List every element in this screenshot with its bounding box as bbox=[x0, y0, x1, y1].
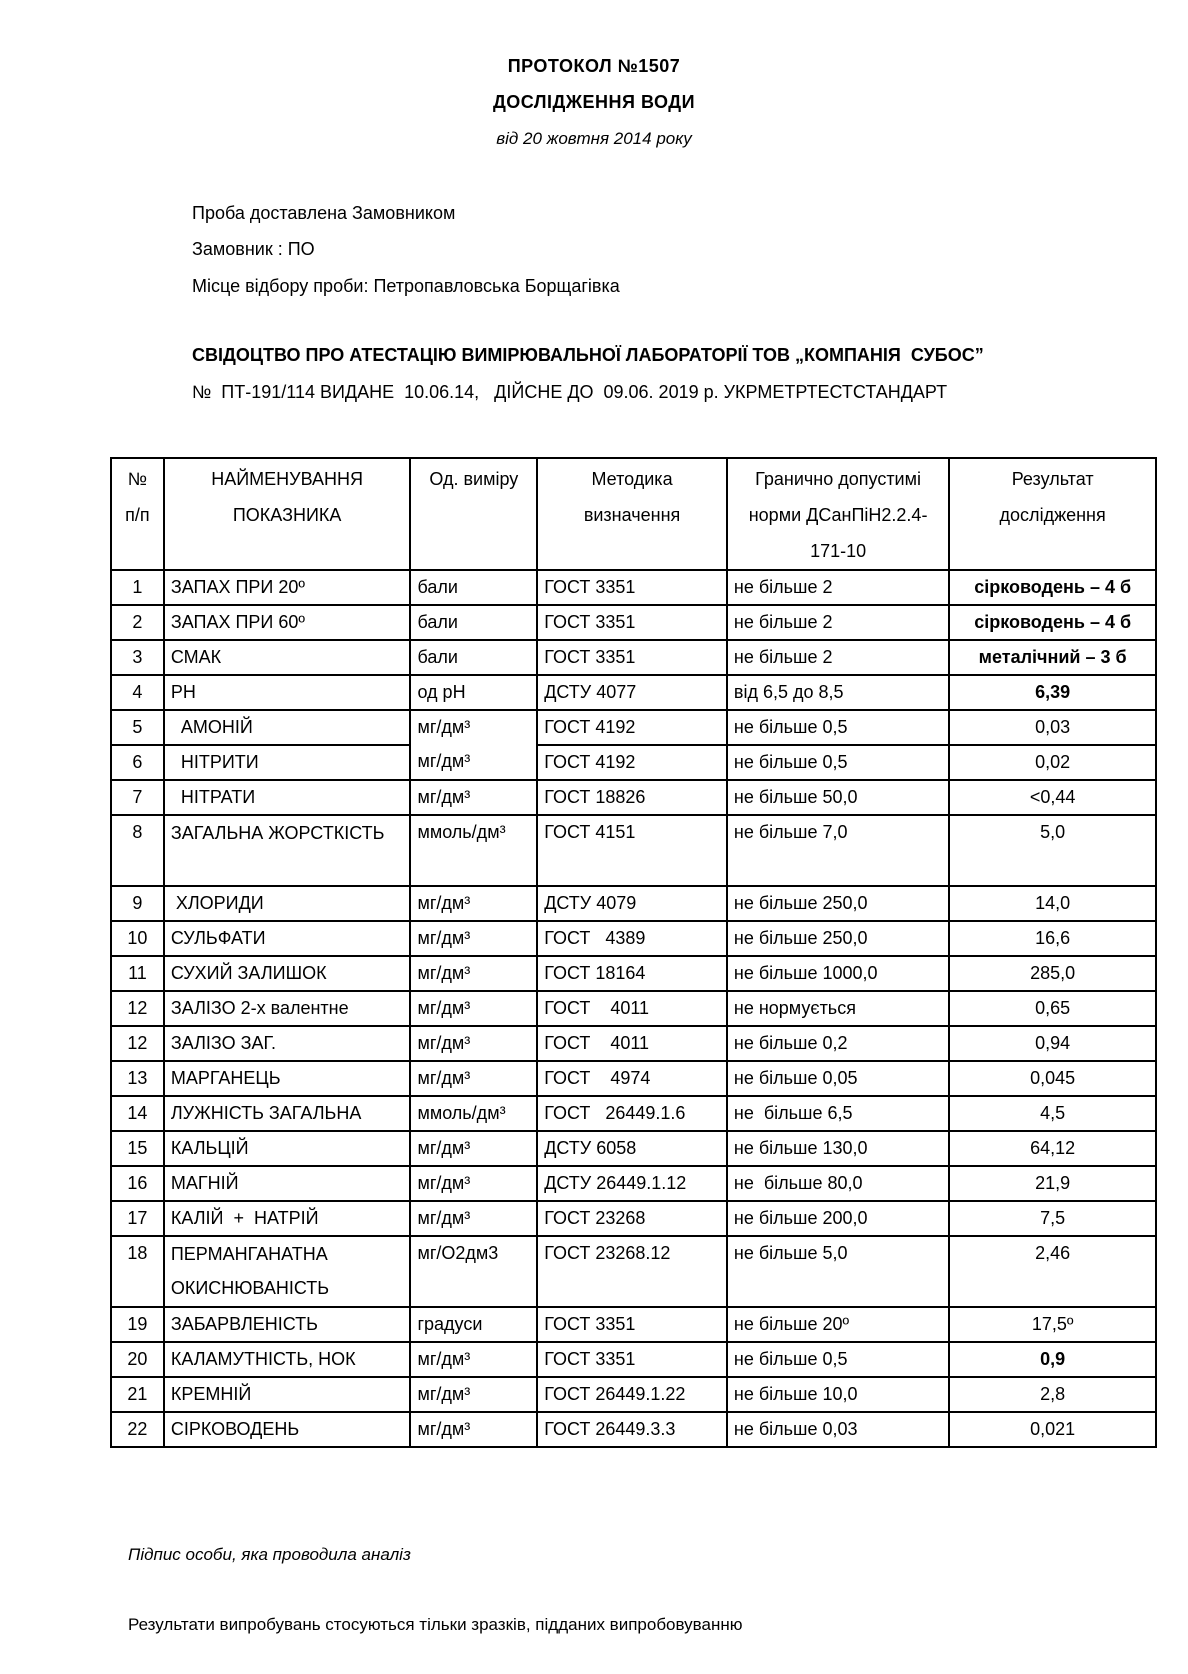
table-row bbox=[111, 886, 1156, 921]
header-norm: Гранично допустимі норми ДСанПіН2.2.4-171-10 bbox=[727, 458, 949, 570]
table-row bbox=[111, 780, 1156, 815]
table-row bbox=[111, 1342, 1156, 1377]
row-name: КАЛІЙ + НАТРІЙ bbox=[164, 1201, 411, 1236]
row-norm: не більше 80,0 bbox=[727, 1166, 949, 1201]
row-method: ГОСТ 3351 bbox=[537, 570, 727, 605]
row-name: ХЛОРИДИ bbox=[164, 886, 411, 921]
row-unit: мг/дм³ bbox=[410, 745, 537, 780]
row-unit: мг/дм³ bbox=[410, 956, 537, 991]
header-result: Результат дослідження bbox=[949, 458, 1156, 570]
table-row bbox=[111, 1307, 1156, 1342]
row-norm: не нормується bbox=[727, 991, 949, 1026]
row-num: 16 bbox=[111, 1166, 164, 1201]
row-num: 8 bbox=[111, 815, 164, 886]
row-method: ГОСТ 3351 bbox=[537, 1342, 727, 1377]
row-result: 0,02 bbox=[949, 745, 1156, 780]
certificate-details: № ПТ-191/114 ВИДАНЕ 10.06.14, ДІЙСНЕ ДО 09.06. 2019 р. УКРМЕТРТЕСТСТАНДАРТ bbox=[192, 382, 948, 402]
info-sampling-place: Місце відбору проби: Петропавловська Борщагівка bbox=[192, 276, 620, 296]
info-customer: Замовник : ПО bbox=[192, 239, 315, 259]
row-norm: не більше 0,5 bbox=[727, 710, 949, 745]
header-num: № п/п bbox=[111, 458, 164, 570]
row-norm: не більше 6,5 bbox=[727, 1096, 949, 1131]
row-method: ДСТУ 4079 bbox=[537, 886, 727, 921]
row-method: ГОСТ 4192 bbox=[537, 710, 727, 745]
row-num: 12 bbox=[111, 1026, 164, 1061]
row-norm: не більше 0,5 bbox=[727, 745, 949, 780]
row-num: 20 bbox=[111, 1342, 164, 1377]
row-name: СУЛЬФАТИ bbox=[164, 921, 411, 956]
row-name: КАЛЬЦІЙ bbox=[164, 1131, 411, 1166]
table-row bbox=[111, 1412, 1156, 1447]
table-row bbox=[111, 1166, 1156, 1201]
row-norm: не більше 1000,0 bbox=[727, 956, 949, 991]
row-unit: мг/дм³ bbox=[410, 1166, 537, 1201]
row-result: 6,39 bbox=[949, 675, 1156, 710]
row-method: ГОСТ 3351 bbox=[537, 640, 727, 675]
protocol-title: ПРОТОКОЛ №1507 bbox=[507, 56, 681, 76]
row-unit: мг/дм³ bbox=[410, 710, 537, 745]
table-row bbox=[111, 1131, 1156, 1166]
row-result: 21,9 bbox=[949, 1166, 1156, 1201]
table-row bbox=[111, 1377, 1156, 1412]
row-method: ГОСТ 3351 bbox=[537, 605, 727, 640]
protocol-subtitle: ДОСЛІДЖЕННЯ ВОДИ bbox=[492, 92, 696, 112]
table-row bbox=[111, 956, 1156, 991]
table-row bbox=[111, 991, 1156, 1026]
row-name: ЗАЛІЗО ЗАГ. bbox=[164, 1026, 411, 1061]
row-result: 16,6 bbox=[949, 921, 1156, 956]
row-norm: не більше 250,0 bbox=[727, 921, 949, 956]
row-result: 17,5º bbox=[949, 1307, 1156, 1342]
row-norm: не більше 0,5 bbox=[727, 1342, 949, 1377]
row-name: КРЕМНІЙ bbox=[164, 1377, 411, 1412]
certificate-title: СВІДОЦТВО ПРО АТЕСТАЦІЮ ВИМІРЮВАЛЬНОЇ ЛАБОРАТОРІЇ ТОВ „КОМПАНІЯ СУБОС” bbox=[192, 345, 984, 365]
row-unit: мг/дм³ bbox=[410, 1026, 537, 1061]
table-row bbox=[111, 745, 1156, 780]
row-name: МАГНІЙ bbox=[164, 1166, 411, 1201]
row-num: 12 bbox=[111, 991, 164, 1026]
row-method: ДСТУ 6058 bbox=[537, 1131, 727, 1166]
row-result: 0,03 bbox=[949, 710, 1156, 745]
row-unit: мг/дм³ bbox=[410, 1412, 537, 1447]
row-result: металічний – 3 б bbox=[949, 640, 1156, 675]
row-method: ГОСТ 3351 bbox=[537, 1307, 727, 1342]
row-unit: мг/дм³ bbox=[410, 991, 537, 1026]
row-unit: мг/дм³ bbox=[410, 1131, 537, 1166]
row-name: СУХИЙ ЗАЛИШОК bbox=[164, 956, 411, 991]
header-method: Методика визначення bbox=[537, 458, 727, 570]
row-result: <0,44 bbox=[949, 780, 1156, 815]
row-method: ГОСТ 26449.1.6 bbox=[537, 1096, 727, 1131]
row-name: ЛУЖНІСТЬ ЗАГАЛЬНА bbox=[164, 1096, 411, 1131]
row-name: РН bbox=[164, 675, 411, 710]
table-row bbox=[111, 675, 1156, 710]
signature-line: Підпис особи, яка проводила аналіз bbox=[128, 1545, 411, 1564]
row-num: 1 bbox=[111, 570, 164, 605]
row-unit: бали bbox=[410, 640, 537, 675]
row-name: ПЕРМАНГАНАТНА ОКИСНЮВАНІСТЬ bbox=[164, 1236, 411, 1307]
row-norm: не більше 0,2 bbox=[727, 1026, 949, 1061]
row-result: сірководень – 4 б bbox=[949, 570, 1156, 605]
row-name: СМАК bbox=[164, 640, 411, 675]
row-method: ГОСТ 4011 bbox=[537, 1026, 727, 1061]
row-method: ГОСТ 26449.1.22 bbox=[537, 1377, 727, 1412]
row-name: НІТРИТИ bbox=[164, 745, 411, 780]
row-num: 5 bbox=[111, 710, 164, 745]
header-name: НАЙМЕНУВАННЯ ПОКАЗНИКА bbox=[164, 458, 411, 570]
row-result: 5,0 bbox=[949, 815, 1156, 886]
row-num: 22 bbox=[111, 1412, 164, 1447]
row-method: ГОСТ 18826 bbox=[537, 780, 727, 815]
row-num: 9 bbox=[111, 886, 164, 921]
row-name: ЗАЛІЗО 2-х валентне bbox=[164, 991, 411, 1026]
results-table bbox=[110, 457, 1157, 1448]
row-norm: не більше 200,0 bbox=[727, 1201, 949, 1236]
row-name: КАЛАМУТНІСТЬ, НОК bbox=[164, 1342, 411, 1377]
row-unit: мг/дм³ bbox=[410, 1342, 537, 1377]
row-name: ЗАГАЛЬНА ЖОРСТКІСТЬ bbox=[164, 815, 411, 886]
row-result: 0,045 bbox=[949, 1061, 1156, 1096]
row-norm: не більше 2 bbox=[727, 640, 949, 675]
row-unit: мг/дм³ bbox=[410, 1377, 537, 1412]
table-row bbox=[111, 815, 1156, 886]
row-norm: не більше 5,0 bbox=[727, 1236, 949, 1307]
row-norm: не більше 20º bbox=[727, 1307, 949, 1342]
header-unit: Од. виміру bbox=[410, 458, 537, 570]
row-unit: градуси bbox=[410, 1307, 537, 1342]
row-norm: не більше 7,0 bbox=[727, 815, 949, 886]
row-num: 11 bbox=[111, 956, 164, 991]
row-norm: не більше 10,0 bbox=[727, 1377, 949, 1412]
row-num: 13 bbox=[111, 1061, 164, 1096]
row-name: МАРГАНЕЦЬ bbox=[164, 1061, 411, 1096]
row-num: 10 bbox=[111, 921, 164, 956]
row-method: ДСТУ 4077 bbox=[537, 675, 727, 710]
table-row bbox=[111, 710, 1156, 745]
row-num: 4 bbox=[111, 675, 164, 710]
row-num: 14 bbox=[111, 1096, 164, 1131]
row-unit: мг/О2дм3 bbox=[410, 1236, 537, 1307]
row-unit: бали bbox=[410, 570, 537, 605]
row-result: 64,12 bbox=[949, 1131, 1156, 1166]
table-row bbox=[111, 1061, 1156, 1096]
row-method: ГОСТ 4974 bbox=[537, 1061, 727, 1096]
row-method: ГОСТ 4389 bbox=[537, 921, 727, 956]
row-method: ГОСТ 4192 bbox=[537, 745, 727, 780]
row-result: 0,65 bbox=[949, 991, 1156, 1026]
row-unit: ммоль/дм³ bbox=[410, 815, 537, 886]
row-unit: мг/дм³ bbox=[410, 1061, 537, 1096]
row-unit: бали bbox=[410, 605, 537, 640]
row-unit: од рН bbox=[410, 675, 537, 710]
row-num: 15 bbox=[111, 1131, 164, 1166]
row-result: 2,46 bbox=[949, 1236, 1156, 1307]
table-row bbox=[111, 570, 1156, 605]
row-method: ДСТУ 26449.1.12 bbox=[537, 1166, 727, 1201]
footer-note: Результати випробувань стосуються тільки зразків, підданих випробовуванню bbox=[128, 1615, 743, 1634]
table-row bbox=[111, 1026, 1156, 1061]
row-num: 6 bbox=[111, 745, 164, 780]
row-name: СІРКОВОДЕНЬ bbox=[164, 1412, 411, 1447]
row-result: 0,9 bbox=[949, 1342, 1156, 1377]
row-unit: мг/дм³ bbox=[410, 921, 537, 956]
row-norm: не більше 250,0 bbox=[727, 886, 949, 921]
row-norm: не більше 50,0 bbox=[727, 780, 949, 815]
table-row bbox=[111, 605, 1156, 640]
info-delivered: Проба доставлена Замовником bbox=[192, 203, 456, 223]
row-method: ГОСТ 4011 bbox=[537, 991, 727, 1026]
table-header-row bbox=[111, 458, 1156, 570]
row-norm: не більше 2 bbox=[727, 570, 949, 605]
row-num: 19 bbox=[111, 1307, 164, 1342]
row-num: 21 bbox=[111, 1377, 164, 1412]
protocol-date: від 20 жовтня 2014 року bbox=[496, 129, 692, 148]
row-unit: ммоль/дм³ bbox=[410, 1096, 537, 1131]
row-num: 2 bbox=[111, 605, 164, 640]
row-result: 2,8 bbox=[949, 1377, 1156, 1412]
row-unit: мг/дм³ bbox=[410, 1201, 537, 1236]
row-result: 7,5 bbox=[949, 1201, 1156, 1236]
row-norm: не більше 0,05 bbox=[727, 1061, 949, 1096]
row-unit: мг/дм³ bbox=[410, 780, 537, 815]
table-row bbox=[111, 640, 1156, 675]
row-result: 4,5 bbox=[949, 1096, 1156, 1131]
row-method: ГОСТ 23268 bbox=[537, 1201, 727, 1236]
row-method: ГОСТ 4151 bbox=[537, 815, 727, 886]
row-name: ЗАБАРВЛЕНІСТЬ bbox=[164, 1307, 411, 1342]
row-num: 17 bbox=[111, 1201, 164, 1236]
row-result: 285,0 bbox=[949, 956, 1156, 991]
row-num: 7 bbox=[111, 780, 164, 815]
row-method: ГОСТ 18164 bbox=[537, 956, 727, 991]
row-method: ГОСТ 26449.3.3 bbox=[537, 1412, 727, 1447]
row-name: АМОНІЙ bbox=[164, 710, 411, 745]
table-row bbox=[111, 1096, 1156, 1131]
row-norm: від 6,5 до 8,5 bbox=[727, 675, 949, 710]
row-method: ГОСТ 23268.12 bbox=[537, 1236, 727, 1307]
row-norm: не більше 2 bbox=[727, 605, 949, 640]
row-result: 14,0 bbox=[949, 886, 1156, 921]
row-name: ЗАПАХ ПРИ 20º bbox=[164, 570, 411, 605]
row-num: 3 bbox=[111, 640, 164, 675]
row-norm: не більше 130,0 bbox=[727, 1131, 949, 1166]
row-result: 0,94 bbox=[949, 1026, 1156, 1061]
table-row bbox=[111, 1201, 1156, 1236]
row-name: НІТРАТИ bbox=[164, 780, 411, 815]
row-result: 0,021 bbox=[949, 1412, 1156, 1447]
table-row bbox=[111, 1236, 1156, 1307]
row-name: ЗАПАХ ПРИ 60º bbox=[164, 605, 411, 640]
row-unit: мг/дм³ bbox=[410, 886, 537, 921]
row-norm: не більше 0,03 bbox=[727, 1412, 949, 1447]
row-num: 18 bbox=[111, 1236, 164, 1307]
table-row bbox=[111, 921, 1156, 956]
row-result: сірководень – 4 б bbox=[949, 605, 1156, 640]
